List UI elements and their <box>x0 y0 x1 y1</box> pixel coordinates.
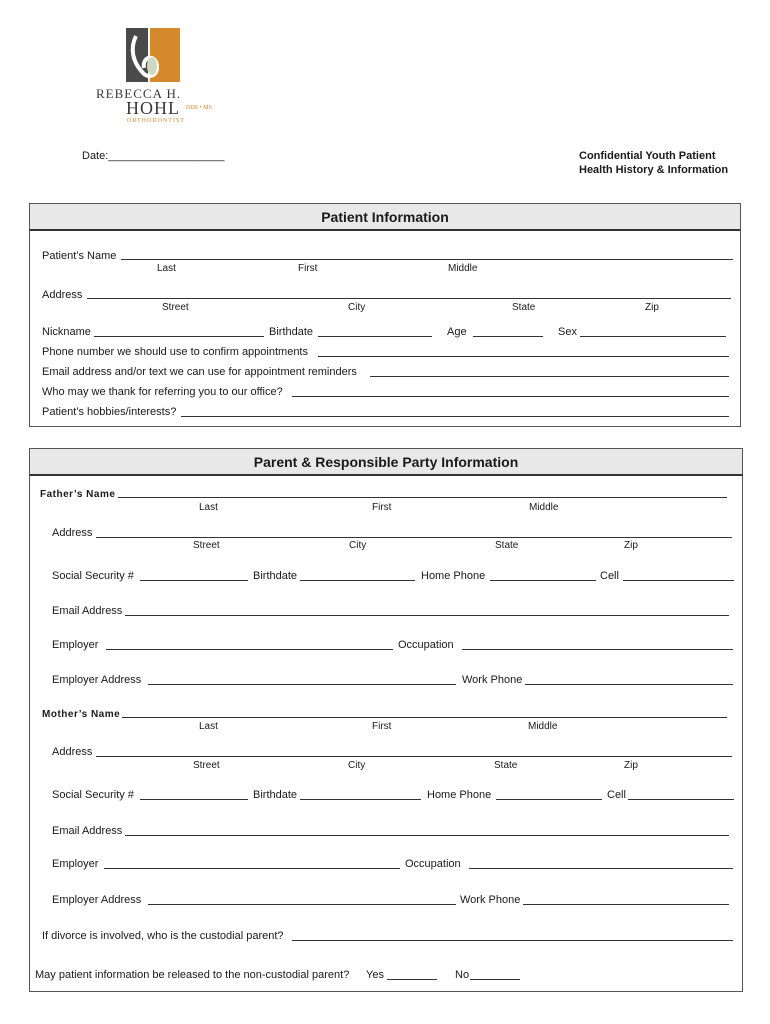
hobbies-label: Patient’s hobbies/interests? <box>42 406 177 418</box>
mother-address-zip: Zip <box>624 760 638 771</box>
age-label: Age <box>447 326 467 338</box>
patient-name-middle: Middle <box>448 263 478 274</box>
mother-occupation-field[interactable] <box>469 868 733 869</box>
mother-employer-address-label: Employer Address <box>52 894 142 906</box>
custodial-parent-field[interactable] <box>292 940 733 941</box>
father-address-street: Street <box>193 540 220 551</box>
nickname-field[interactable] <box>94 336 264 337</box>
patient-name-label: Patient’s Name <box>42 250 117 262</box>
mother-birthdate-field[interactable] <box>300 799 421 800</box>
hobbies-field[interactable] <box>181 416 729 417</box>
date-field[interactable]: Date:___________________ <box>82 150 225 162</box>
mother-name-label: Mother’s Name <box>42 709 121 720</box>
parent-info-header: Parent & Responsible Party Information <box>29 448 743 476</box>
patient-address-field[interactable] <box>87 298 731 299</box>
father-occupation-field[interactable] <box>462 649 733 650</box>
mother-employer-label: Employer <box>52 858 99 870</box>
father-address-label: Address <box>52 527 93 539</box>
patient-name-last: Last <box>157 263 176 274</box>
sex-label: Sex <box>558 326 577 338</box>
father-work-phone-label: Work Phone <box>462 674 523 686</box>
phone-confirm-label: Phone number we should use to confirm appointments <box>42 346 308 358</box>
father-cell-field[interactable] <box>623 580 734 581</box>
nickname-label: Nickname <box>42 326 91 338</box>
phone-confirm-field[interactable] <box>318 356 729 357</box>
patient-name-first: First <box>298 263 318 274</box>
father-birthdate-field[interactable] <box>300 580 415 581</box>
patient-name-field[interactable] <box>121 259 733 260</box>
mother-name-field[interactable] <box>122 717 727 718</box>
logo-subtitle: ORTHODONTIST <box>127 118 185 124</box>
patient-address-zip: Zip <box>645 302 659 313</box>
father-home-phone-field[interactable] <box>490 580 596 581</box>
father-occupation-label: Occupation <box>398 639 454 651</box>
father-home-phone-label: Home Phone <box>421 570 486 582</box>
patient-birthdate-field[interactable] <box>318 336 432 337</box>
release-question-label: May patient information be released to the non-custodial parent? <box>35 969 350 981</box>
mother-name-middle: Middle <box>528 721 558 732</box>
father-employer-address-field[interactable] <box>148 684 456 685</box>
mother-occupation-label: Occupation <box>405 858 461 870</box>
mother-email-label: Email Address <box>52 825 123 837</box>
custodial-parent-label: If divorce is involved, who is the custodial parent? <box>42 930 284 942</box>
logo-credentials: DDS • MS <box>186 105 212 111</box>
mother-home-phone-label: Home Phone <box>427 789 492 801</box>
patient-address-label: Address <box>42 289 83 301</box>
patient-address-city: City <box>348 302 366 313</box>
father-address-zip: Zip <box>624 540 638 551</box>
referral-label: Who may we thank for referring you to our office? <box>42 386 283 398</box>
mother-address-city: City <box>348 760 366 771</box>
patient-address-street: Street <box>162 302 189 313</box>
logo-line1: REBECCA H. <box>96 86 182 101</box>
father-email-label: Email Address <box>52 605 123 617</box>
release-yes-field[interactable] <box>387 979 437 980</box>
father-name-field[interactable] <box>118 497 727 498</box>
email-text-field[interactable] <box>370 376 729 377</box>
father-ssn-label: Social Security # <box>52 570 134 582</box>
logo-mark-icon <box>126 28 182 84</box>
referral-field[interactable] <box>292 396 729 397</box>
mother-ssn-field[interactable] <box>140 799 248 800</box>
age-field[interactable] <box>473 336 543 337</box>
email-text-label: Email address and/or text we can use for appointment reminders <box>42 366 357 378</box>
father-birthdate-label: Birthdate <box>253 570 298 582</box>
father-name-middle: Middle <box>529 502 559 513</box>
mother-email-field[interactable] <box>125 835 729 836</box>
release-no-field[interactable] <box>470 979 520 980</box>
patient-address-state: State <box>512 302 536 313</box>
father-employer-field[interactable] <box>106 649 393 650</box>
mother-name-first: First <box>372 721 392 732</box>
father-work-phone-field[interactable] <box>525 684 733 685</box>
release-yes-label: Yes <box>366 969 384 981</box>
father-employer-address-label: Employer Address <box>52 674 142 686</box>
mother-cell-label: Cell <box>607 789 626 801</box>
father-name-first: First <box>372 502 392 513</box>
father-ssn-field[interactable] <box>140 580 248 581</box>
father-cell-label: Cell <box>600 570 619 582</box>
form-title-line1: Confidential Youth Patient <box>579 150 716 162</box>
father-address-state: State <box>495 540 519 551</box>
mother-work-phone-field[interactable] <box>523 904 729 905</box>
father-employer-label: Employer <box>52 639 99 651</box>
mother-address-label: Address <box>52 746 93 758</box>
mother-name-last: Last <box>199 721 218 732</box>
father-email-field[interactable] <box>125 615 729 616</box>
sex-field[interactable] <box>580 336 726 337</box>
patient-info-header: Patient Information <box>29 203 741 231</box>
patient-birthdate-label: Birthdate <box>269 326 314 338</box>
release-no-label: No <box>455 969 470 981</box>
mother-home-phone-field[interactable] <box>496 799 602 800</box>
father-address-city: City <box>349 540 367 551</box>
mother-employer-field[interactable] <box>104 868 400 869</box>
form-title-line2: Health History & Information <box>579 164 729 176</box>
mother-ssn-label: Social Security # <box>52 789 134 801</box>
father-name-last: Last <box>199 502 218 513</box>
mother-employer-address-field[interactable] <box>148 904 456 905</box>
father-address-field[interactable] <box>96 537 732 538</box>
mother-address-state: State <box>494 760 518 771</box>
logo-line2: HOHL <box>126 98 180 118</box>
mother-work-phone-label: Work Phone <box>460 894 521 906</box>
mother-birthdate-label: Birthdate <box>253 789 298 801</box>
mother-address-street: Street <box>193 760 220 771</box>
father-name-label: Father’s Name <box>40 489 116 500</box>
mother-address-field[interactable] <box>96 756 732 757</box>
mother-cell-field[interactable] <box>628 799 734 800</box>
